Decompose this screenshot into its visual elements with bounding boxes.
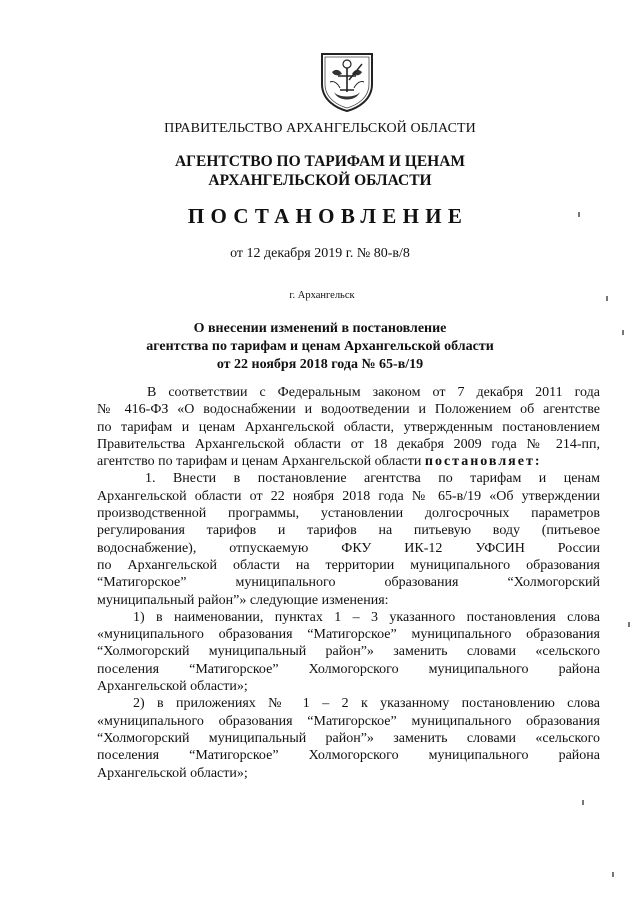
scan-speck [578,212,580,217]
coat-of-arms-icon [318,50,376,112]
government-name: ПРАВИТЕЛЬСТВО АРХАНГЕЛЬСКОЙ ОБЛАСТИ [164,121,476,136]
body-line: по тарифам и ценам Архангельской области, утвержденным постановлением [97,419,600,435]
document-body [97,384,600,782]
body-line: 1) в наименовании, пунктах 1 – 3 указанного постановления слова [133,609,600,625]
document-city: г. Архангельск [289,290,355,301]
body-line: 2) в приложениях № 1 – 2 к указанному постановлению слова [133,696,600,712]
body-line: Архангельской области»; [97,765,248,781]
body-line: поселения “Матигорское” Холмогорского муниципального района [97,661,600,677]
agency-name-line2: АРХАНГЕЛЬСКОЙ ОБЛАСТИ [208,172,432,189]
body-line [97,453,600,470]
subject-line2: агентства по тарифам и ценам Архангельской области [146,339,494,354]
scan-speck [622,330,624,335]
body-line: “Холмогорский муниципальный район”» заменить словами «сельского [97,644,600,660]
document-type-title: ПОСТАНОВЛЕНИЕ [187,204,469,228]
body-line: по Архангельской области на территории муниципального образования [97,557,600,573]
body-line: Правительства Архангельской области от 18 декабря 2009 года № 214-пп, [97,436,600,452]
body-line: Архангельской области от 22 ноября 2018 года № 65-в/19 «Об утверждении [97,488,600,504]
subject-line1: О внесении изменений в постановление [193,321,447,336]
resolves-word: постановляет: [424,454,542,470]
body-line: В соответствии с Федеральным законом от 7 декабря 2011 года [147,385,600,400]
body-line: 1. Внести в постановление агентства по тарифам и ценам [145,471,600,487]
body-line: «муниципального образования “Матигорское” муниципального образования [97,627,600,643]
scan-speck [606,296,608,301]
scan-speck [612,872,614,877]
body-line: Архангельской области»; [97,679,248,695]
document-date-number: от 12 декабря 2019 г. № 80-в/8 [230,246,410,261]
agency-name-line1: АГЕНТСТВО ПО ТАРИФАМ И ЦЕНАМ [174,153,466,170]
body-line: № 416-ФЗ «О водоснабжении и водоотведении и Положением об агентстве [97,402,600,418]
intro-text: агентство по тарифам и ценам Архангельской области [97,454,425,470]
scan-speck [582,800,584,805]
scan-speck [628,622,630,627]
body-line: водоснабжение), отпускаемую ФКУ ИК-12 УФСИН России [97,540,600,556]
body-line: производственной программы, установлении долгосрочных параметров [97,506,600,522]
body-line: поселения “Матигорское” Холмогорского муниципального района [97,748,600,764]
subject-line3: от 22 ноября 2018 года № 65-в/19 [216,357,424,372]
body-line: муниципальный район”» следующие изменения: [97,592,389,608]
agency-name [0,152,640,190]
document-subject [0,320,640,374]
body-line: регулирования тарифов и тарифов на питьевую воду (питьевое [97,523,600,539]
body-line: “Матигорское” муниципального образования “Холмогорский [97,575,600,591]
body-line: “Холмогорский муниципальный район”» заменить словами «сельского [97,730,600,746]
body-line: «муниципального образования “Матигорское” муниципального образования [97,713,600,729]
